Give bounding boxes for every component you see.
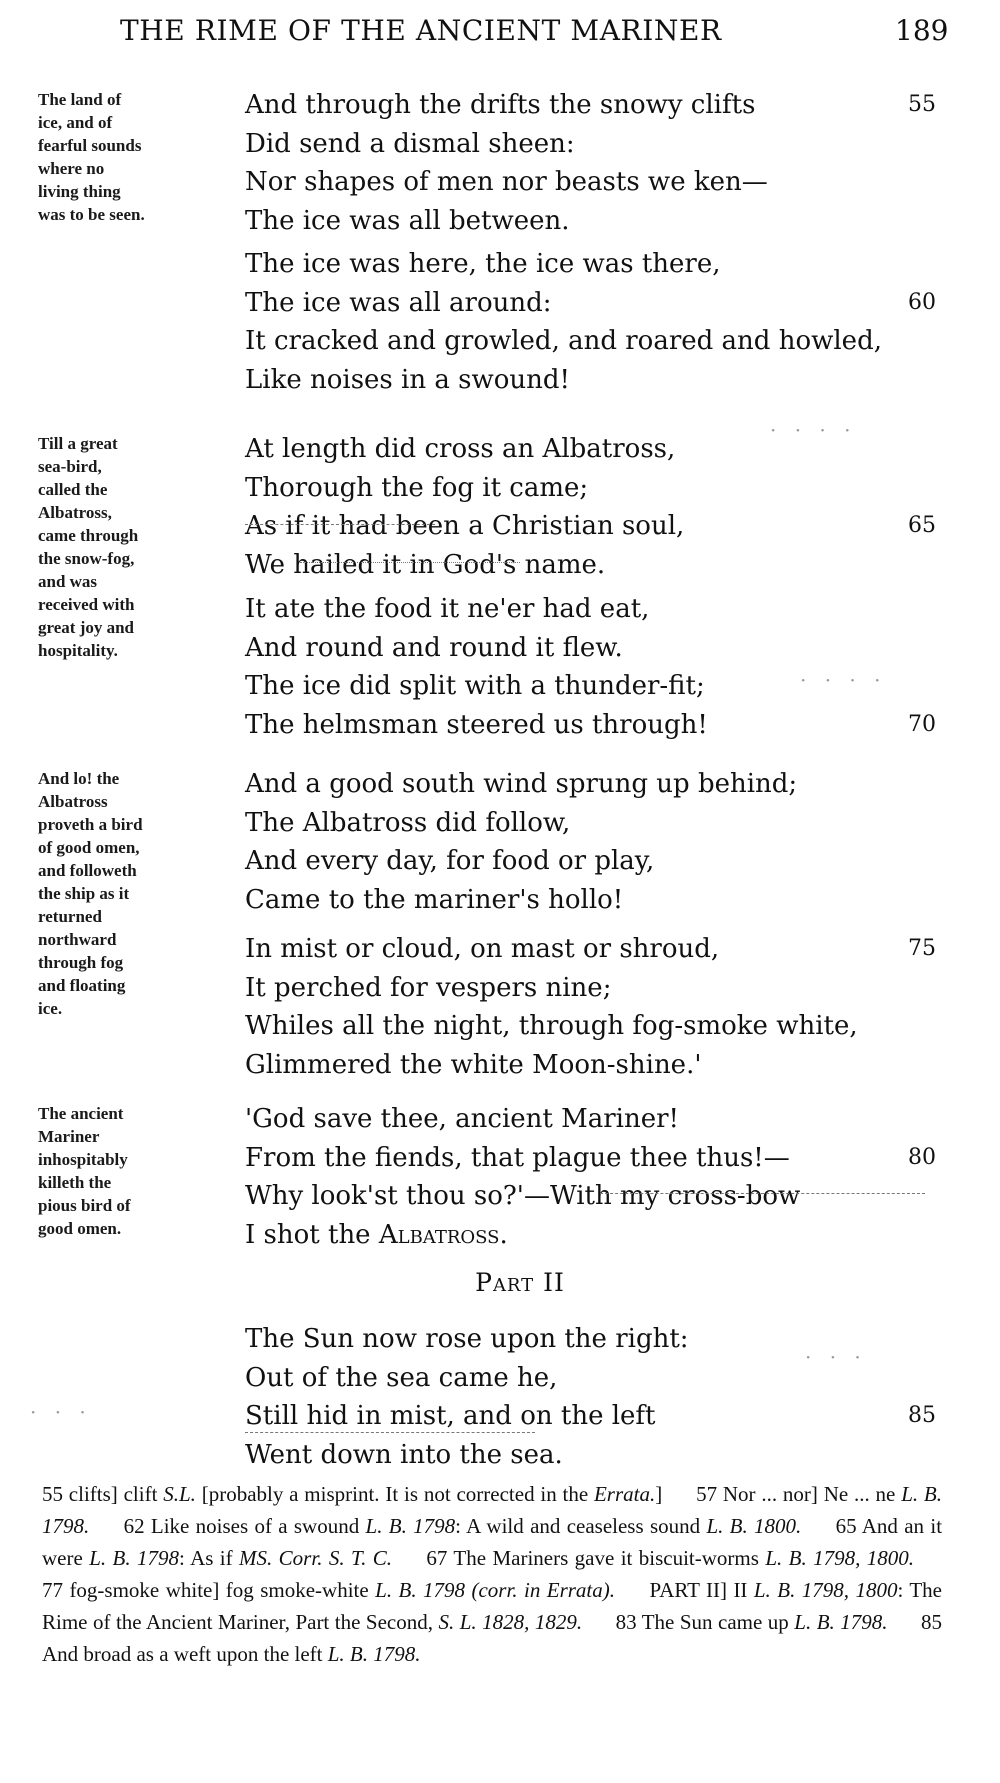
verse-text: 'God save thee, ancient Mariner! (245, 1104, 680, 1134)
gloss-line: The land of (38, 90, 122, 109)
verse-line (245, 245, 721, 283)
verse-text: Still hid in mist, and on the left (245, 1401, 656, 1431)
gloss-line: fearful sounds (38, 136, 142, 155)
gloss-line: where no (38, 159, 105, 178)
page-header (0, 14, 1000, 64)
verse-line (245, 546, 605, 584)
gloss-line: returned (38, 907, 102, 926)
note-italic: L. B. 1798. (42, 1482, 943, 1538)
pencil-underline (600, 1193, 925, 1194)
gloss-line: good omen. (38, 1219, 122, 1238)
verse-text: The ice did split with a thunder-fit; (245, 671, 705, 701)
marginal-gloss (38, 1102, 210, 1240)
note-roman: 83 The Sun came up (615, 1610, 795, 1634)
verse-line (245, 1436, 563, 1474)
gloss-line: the snow-fog, (38, 549, 135, 568)
part-heading (0, 1268, 1000, 1297)
verse-smallcaps: Albatross. (378, 1219, 508, 1250)
line-number: 75 (908, 936, 936, 961)
note-italic: L. B. 1798. (327, 1642, 421, 1666)
textual-note (42, 1482, 662, 1506)
verse-line (245, 1007, 858, 1045)
verse-text: The ice was here, the ice was there, (245, 249, 721, 279)
verse-line (245, 507, 684, 545)
verse-line (245, 202, 570, 240)
verse-line (245, 765, 797, 803)
verse-text: And a good south wind sprung up behind; (245, 769, 798, 799)
note-roman: PART II] II (649, 1578, 754, 1602)
verse-line (245, 469, 588, 507)
verse-text: Thorough the fog it came; (245, 472, 589, 503)
note-roman: 57 Nor ... nor] Ne ... ne (696, 1482, 902, 1506)
gloss-line: killeth the (38, 1173, 112, 1192)
note-italic: L. B. 1798, 1800. (765, 1546, 914, 1570)
verse-text: The ice was all between. (245, 205, 570, 236)
verse-line (245, 881, 623, 919)
gloss-line: pious bird of (38, 1196, 131, 1215)
gloss-line: great joy and (38, 618, 135, 637)
verse-text: At length did cross an Albatross, (245, 434, 676, 464)
line-number: 70 (908, 711, 936, 737)
gloss-line: Till a great (38, 434, 118, 453)
gloss-line: ice. (38, 999, 63, 1018)
verse-line (245, 1046, 702, 1084)
note-roman: 55 clifts] clift (42, 1482, 164, 1506)
verse-line (245, 163, 768, 201)
note-italic: L. B. 1798 (corr. in Errata). (375, 1578, 616, 1602)
note-italic: L. B. 1798, 1800 (753, 1578, 898, 1602)
note-roman: 85 And broad as a weft upon the left (42, 1610, 943, 1666)
gloss-line: Albatross, (38, 503, 112, 522)
note-italic: L. B. 1798 (89, 1546, 179, 1570)
gloss-line: through fog (38, 953, 124, 972)
pencil-marks: · · · (805, 1345, 867, 1369)
verse-text: Came to the mariner's hollo! (245, 884, 624, 915)
verse-line (245, 86, 755, 124)
verse-text: Out of the sea came he, (245, 1362, 558, 1393)
note-italic2: Errata. (593, 1482, 656, 1506)
verse-text: Like noises in a swound! (245, 364, 570, 395)
gloss-line: was to be seen. (38, 205, 145, 224)
textual-notes (42, 1478, 942, 1670)
verse-text: And round and round it flew. (245, 632, 623, 663)
gloss-line: The ancient (38, 1104, 124, 1123)
verse-text: I shot the (245, 1219, 379, 1250)
verse-text: The helmsman steered us through! (245, 709, 708, 740)
verse-line (245, 1177, 800, 1215)
gloss-line: called the (38, 480, 108, 499)
verse-text: In mist or cloud, on mast or shroud, (245, 934, 720, 964)
pencil-marks: · · · · (800, 668, 887, 692)
verse-line (245, 629, 623, 667)
verse-text: Went down into the sea. (245, 1439, 563, 1470)
verse-line (245, 930, 719, 968)
verse-text: The ice was all around: (245, 287, 552, 318)
note-italic2: L. B. 1800. (706, 1514, 802, 1538)
verse-line (245, 590, 649, 628)
verse-line (245, 1100, 679, 1138)
gloss-line: Mariner (38, 1127, 100, 1146)
verse-text: From the fiends, that plague thee thus!— (245, 1142, 790, 1173)
running-title: THE RIME OF THE ANCIENT MARINER (120, 14, 722, 47)
note-after: [probably a misprint. It is not corrected in the (195, 1482, 594, 1506)
gloss-line: and floating (38, 976, 126, 995)
verse-line (245, 1359, 557, 1397)
note-after: : The Rime of the Ancient Mariner, Part the Second, (42, 1578, 942, 1634)
verse-text: It ate the food it ne'er had eat, (245, 594, 650, 624)
verse-line (245, 804, 570, 842)
verse-line (245, 361, 570, 399)
textual-note (616, 1610, 888, 1634)
gloss-line: And lo! the (38, 769, 120, 788)
verse-text: The Sun now rose upon the right: (245, 1324, 689, 1354)
gloss-line: Albatross (38, 792, 108, 811)
note-after: : As if (179, 1546, 240, 1570)
verse-line (245, 1139, 790, 1177)
note-roman: 65 And an it were (42, 1514, 943, 1570)
marginal-gloss (38, 88, 210, 226)
verse-text: As if it had been a Christian soul, (245, 511, 685, 541)
gloss-line: received with (38, 595, 135, 614)
verse-text: And every day, for food or play, (245, 846, 655, 876)
verse-text: Whiles all the night, through fog-smoke white, (245, 1011, 858, 1041)
pencil-marks: · · · (30, 1400, 92, 1424)
gloss-line: and followeth (38, 861, 137, 880)
line-number: 65 (908, 513, 936, 538)
gloss-line: proveth a bird (38, 815, 143, 834)
pencil-underline (245, 524, 435, 525)
note-italic2: MS. Corr. S. T. C. (239, 1546, 392, 1570)
line-number: 60 (908, 289, 936, 315)
pencil-marks: · · · · (770, 418, 857, 442)
gloss-line: inhospitably (38, 1150, 128, 1169)
verse-line (245, 430, 675, 468)
line-number: 85 (908, 1403, 936, 1428)
verse-line (245, 1397, 656, 1435)
verse-text: It cracked and growled, and roared and howled, (245, 326, 882, 356)
textual-note (426, 1546, 914, 1570)
verse-line (245, 1320, 689, 1358)
verse-line (245, 322, 882, 360)
pencil-underline (300, 562, 520, 563)
line-number: 80 (908, 1144, 936, 1170)
pencil-underline (245, 1432, 535, 1433)
notes-paragraph (42, 1478, 942, 1670)
note-italic: L. B. 1798. (794, 1610, 888, 1634)
verse-line (245, 125, 575, 163)
note-after: : A wild and ceaseless sound (455, 1514, 707, 1538)
verse-line (245, 969, 611, 1007)
gloss-line: and was (38, 572, 98, 591)
note-roman: 77 fog-smoke white] fog smoke-white (42, 1578, 376, 1602)
verse-text: Why look'st thou so?'—With my cross-bow (245, 1181, 801, 1211)
marginal-gloss (38, 767, 210, 1020)
page-number: 189 (895, 14, 949, 47)
note-italic: L. B. 1798 (365, 1514, 456, 1538)
gloss-line: sea-bird, (38, 457, 102, 476)
verse-text: We hailed it in God's name. (245, 549, 606, 580)
gloss-line: ice, and of (38, 113, 113, 132)
part-heading-rest: art II (492, 1268, 565, 1297)
marginal-gloss (38, 432, 210, 662)
verse-line (245, 667, 705, 705)
textual-note (42, 1578, 615, 1602)
note-italic: S.L. (163, 1482, 196, 1506)
note-after2: ] (655, 1482, 663, 1506)
verse-text: The Albatross did follow, (245, 807, 571, 838)
verse-text: It perched for vespers nine; (245, 972, 612, 1003)
gloss-line: northward (38, 930, 117, 949)
gloss-line: of good omen, (38, 838, 140, 857)
gloss-line: hospitality. (38, 641, 118, 660)
verse-line (245, 284, 552, 322)
verse-line (245, 1216, 508, 1254)
gloss-line: living thing (38, 182, 121, 201)
note-italic2: S. L. 1828, 1829. (438, 1610, 583, 1634)
line-number: 55 (908, 92, 936, 117)
verse-text: And through the drifts the snowy clifts (245, 90, 756, 120)
note-roman: 67 The Mariners gave it biscuit-worms (426, 1546, 766, 1570)
part-heading-initial: P (475, 1268, 493, 1297)
verse-line (245, 842, 654, 880)
textual-note (124, 1514, 802, 1538)
verse-text: Nor shapes of men nor beasts we ken— (245, 167, 768, 197)
gloss-line: came through (38, 526, 139, 545)
verse-text: Did send a dismal sheen: (245, 128, 575, 159)
gloss-line: the ship as it (38, 884, 130, 903)
verse-line (245, 706, 708, 744)
note-roman: 62 Like noises of a swound (123, 1514, 366, 1538)
verse-text: Glimmered the white Moon-shine.' (245, 1049, 702, 1080)
